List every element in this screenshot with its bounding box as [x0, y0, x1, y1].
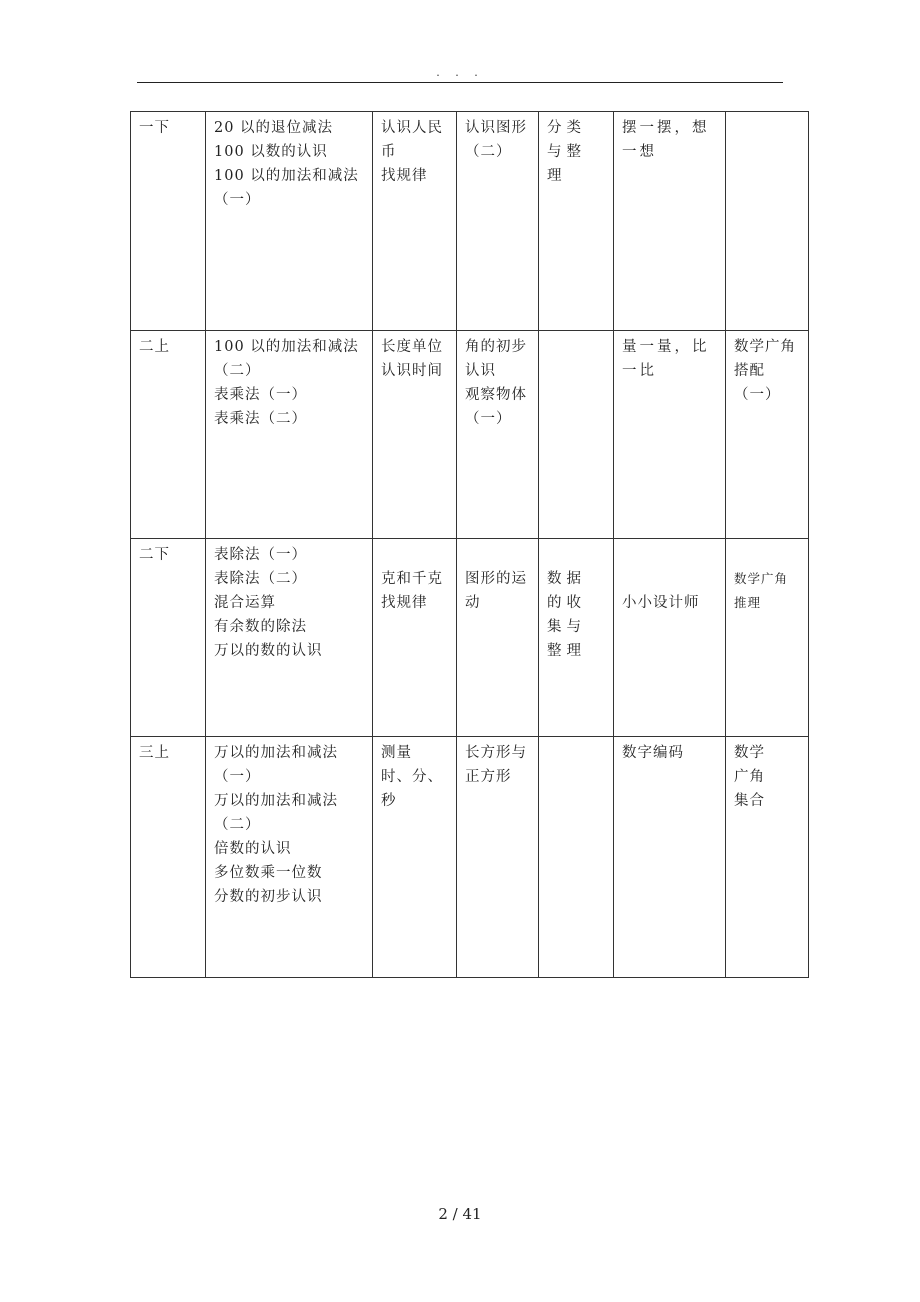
measure-cell [373, 112, 457, 331]
table-row [131, 737, 809, 978]
grade-label: 三上 [139, 745, 170, 761]
practice-cell [614, 737, 726, 978]
numbers-cell [206, 737, 373, 978]
topic: 小小设计师 [622, 595, 700, 611]
guangjiao-cell [726, 539, 809, 737]
grade-cell [131, 737, 206, 978]
topic: 克和千克 [381, 571, 443, 587]
topic: 量一量，比一比 [622, 339, 710, 379]
topic: 有余数的除法 [214, 619, 307, 635]
topic: 20 以的退位减法 [214, 120, 334, 136]
practice-cell [614, 331, 726, 539]
statistics-cell [539, 737, 614, 978]
topic: 观察物体（一） [465, 387, 527, 427]
topic: 100 以的加法和减法（一） [214, 168, 359, 208]
geometry-cell [457, 539, 539, 737]
practice-cell [614, 539, 726, 737]
topic: 表除法（二） [214, 571, 307, 587]
guangjiao-cell [726, 112, 809, 331]
numbers-cell [206, 112, 373, 331]
topic: 时、分、秒 [381, 769, 443, 809]
topic: 万以的加法和减法（二） [214, 793, 338, 833]
topic: 数字编码 [622, 745, 684, 761]
header-dots: . . . [436, 66, 484, 79]
statistics-cell [539, 539, 614, 737]
topic: 表除法（一） [214, 547, 307, 563]
header-rule [137, 82, 783, 83]
topic: 认识时间 [381, 363, 443, 379]
topic: 找规律 [381, 168, 428, 184]
geometry-cell [457, 331, 539, 539]
measure-cell [373, 737, 457, 978]
topic: 分数的初步认识 [214, 889, 323, 905]
topic: 广角 [734, 769, 765, 785]
topic: 万以的加法和减法（一） [214, 745, 338, 785]
topic: 推理 [734, 595, 762, 610]
topic: 表乘法（一） [214, 387, 307, 403]
topic: 找规律 [381, 595, 428, 611]
statistics-cell [539, 112, 614, 331]
topic: 100 以的加法和减法（二） [214, 339, 359, 379]
topic: 图形的运动 [465, 571, 527, 611]
topic: 长度单位 [381, 339, 443, 355]
topic: 多位数乘一位数 [214, 865, 323, 881]
topic: 倍数的认识 [214, 841, 292, 857]
topic: 数学广角 [734, 571, 789, 586]
topic: 集合 [734, 793, 765, 809]
table-row [131, 539, 809, 737]
topic: 角的初步认识 [465, 339, 527, 379]
topic: 万以的数的认识 [214, 643, 323, 659]
topic: 100 以数的认识 [214, 144, 328, 160]
topic: 测量 [381, 745, 412, 761]
numbers-cell [206, 539, 373, 737]
table-row [131, 331, 809, 539]
grade-cell [131, 112, 206, 331]
grade-label: 二下 [139, 547, 170, 563]
guangjiao-cell [726, 737, 809, 978]
measure-cell [373, 539, 457, 737]
topic: 混合运算 [214, 595, 276, 611]
grade-label: 一下 [139, 120, 170, 136]
grade-cell [131, 331, 206, 539]
topic: 长方形与正方形 [465, 745, 527, 785]
grade-label: 二上 [139, 339, 170, 355]
practice-cell [614, 112, 726, 331]
geometry-cell [457, 112, 539, 331]
topic: 表乘法（二） [214, 411, 307, 427]
curriculum-table [130, 111, 809, 978]
statistics-cell [539, 331, 614, 539]
guangjiao-cell [726, 331, 809, 539]
topic: 认识图形（二） [465, 120, 527, 160]
topic: 数学 [734, 745, 765, 761]
topic: 摆一摆，想一想 [622, 120, 710, 160]
topic: 数学广角 [734, 339, 796, 355]
table-row [131, 112, 809, 331]
geometry-cell [457, 737, 539, 978]
topic: 分类与整理 [547, 120, 586, 184]
grade-cell [131, 539, 206, 737]
topic: 认识人民币 [381, 120, 443, 160]
numbers-cell [206, 331, 373, 539]
page-number: 2 / 41 [438, 1205, 482, 1223]
topic: 数据的收集与整理 [547, 571, 586, 659]
topic: 搭配（一） [734, 363, 781, 403]
measure-cell [373, 331, 457, 539]
